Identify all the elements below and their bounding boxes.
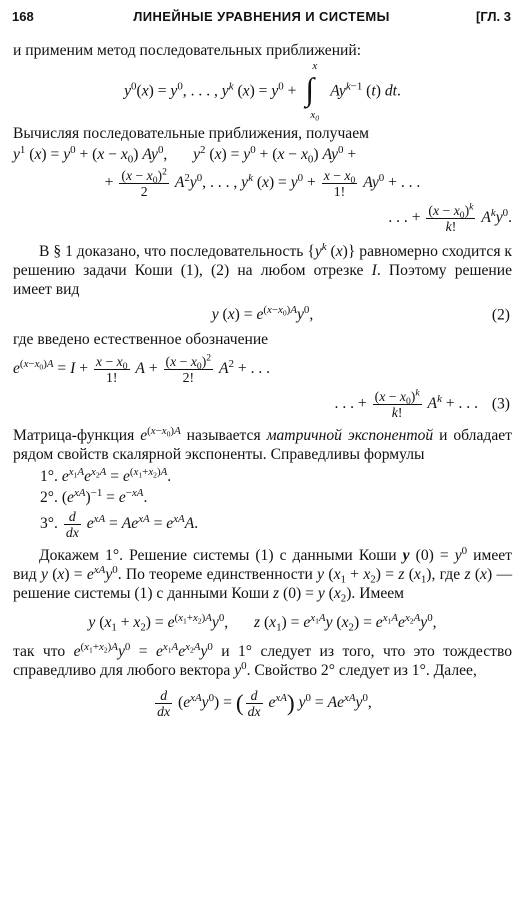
formula-2: 2°. $(e^{xA})^{-1} = e^{-xA}$.: [40, 486, 148, 506]
formula-list: [40, 467, 512, 540]
equation-approx-line2: + $\frac{(x - x_0)^2}{2}$ $A^2y^0$, . . . , $y^k$ $(x) = y^0$ + $\frac{x - x_0}{1!}$ $Ay^0$ + . . .: [104, 166, 421, 200]
formula-3: 3°. $\frac{d}{dx}$ $e^{xA} = Ae^{xA} = e^{xA}A$.: [40, 508, 199, 541]
equation-2: y $(x) = e^{(x-x_0)A}y^0$, (2): [211, 304, 510, 324]
paragraph-matrix-exponent: Матрица-функция $e^{(x-x_0)A}$ называется матричной экспонентой и обладает рядом свойств скалярной экспоненты. Справедливы формулы: [13, 424, 512, 463]
running-title: ЛИНЕЙНЫЕ УРАВНЕНИЯ И СИСТЕМЫ: [133, 9, 390, 24]
equation-3-line2: . . . + $\frac{(x - x_0)^k}{k!}$ $A^k$ + . . . (3): [334, 387, 510, 420]
page-body: [13, 41, 512, 723]
equation-number-2: (2): [491, 306, 510, 324]
paragraph-notation: где введено естественное обозначение: [13, 331, 269, 349]
paragraph-convergence: В § 1 доказано, что последовательность {$y^k$ (x)} равномерно сходится к решению задачи Коши (1), (2) на любом отрезке I. Поэтому решение имеет вид: [13, 241, 513, 299]
integral-sign: ∫ x $x_0$: [305, 60, 320, 122]
paragraph-proof: Докажем 1°. Решение системы (1) с данными Коши y $(0) = y^0$ имеет вид y $(x) = e^{xA}y^0$. По теореме единственности y $(x_1 + x_2) = z$ $(x_1)$, где z (x) — решение системы (1) с данными Коши z (0) = y $(x_2)$. Имеем: [13, 545, 513, 605]
equation-approx-line3: . . . + $\frac{(x - x_0)^k}{k!}$ $A^ky^0$.: [388, 201, 512, 235]
equation-3-line1: $e^{(x-x_0)A} = I$ + $\frac{x - x_0}{1!}$ A + $\frac{(x - x_0)^2}{2!}$ $A^2$ + . . .: [13, 352, 271, 385]
equation-approx-line1: $y^1$ $(x) = y^0 + (x - x_0)$ Ay$^0$, $y^2$ $(x) = y^0 + (x - x_0) Ay^0$ +: [13, 144, 357, 166]
chapter-label: [ГЛ. 3: [476, 9, 511, 24]
paragraph-approximations: Вычисляя последовательные приближения, получаем: [13, 125, 370, 143]
equation-number-3: (3): [491, 395, 510, 413]
equation-iteration: $y^0(x) = y^0$, . . . , $y^k$ $(x) = y^0$ + ∫ x $x_0$ $Ay^{k-1}$ (t) dt.: [124, 60, 401, 122]
page-header: [12, 9, 511, 29]
paragraph-intro: и применим метод последовательных приближений:: [13, 42, 362, 59]
equation-proof: y $(x_1 + x_2) = e^{(x_1+x_2)A}y^0$, z $(x_1) = e^{x_1A}y$ $(x_2) = e^{x_1A}e^{x_2A}y^0$,: [88, 612, 437, 634]
formula-1: 1°. $e^{x_1A}e^{x_2A} = e^{(x_1+x_2)A}$.: [40, 465, 172, 485]
equation-derivative: $\frac{d}{dx}$ $(e^{xA}y^0)$ = ( $\frac{d}{dx}$ $e^{xA}$) $y^0 = Ae^{xA}y^0$,: [157, 688, 372, 720]
paragraph-conclusion: так что $e^{(x_1+x_2)A}y^0 = e^{x_1A}e^{x_2A}y^0$ и 1° следует из того, что это тождество справедливо для любого вектора $y^0$. Свойство 2° следует из 1°. Далее,: [13, 641, 512, 680]
page-number: 168: [12, 9, 34, 24]
